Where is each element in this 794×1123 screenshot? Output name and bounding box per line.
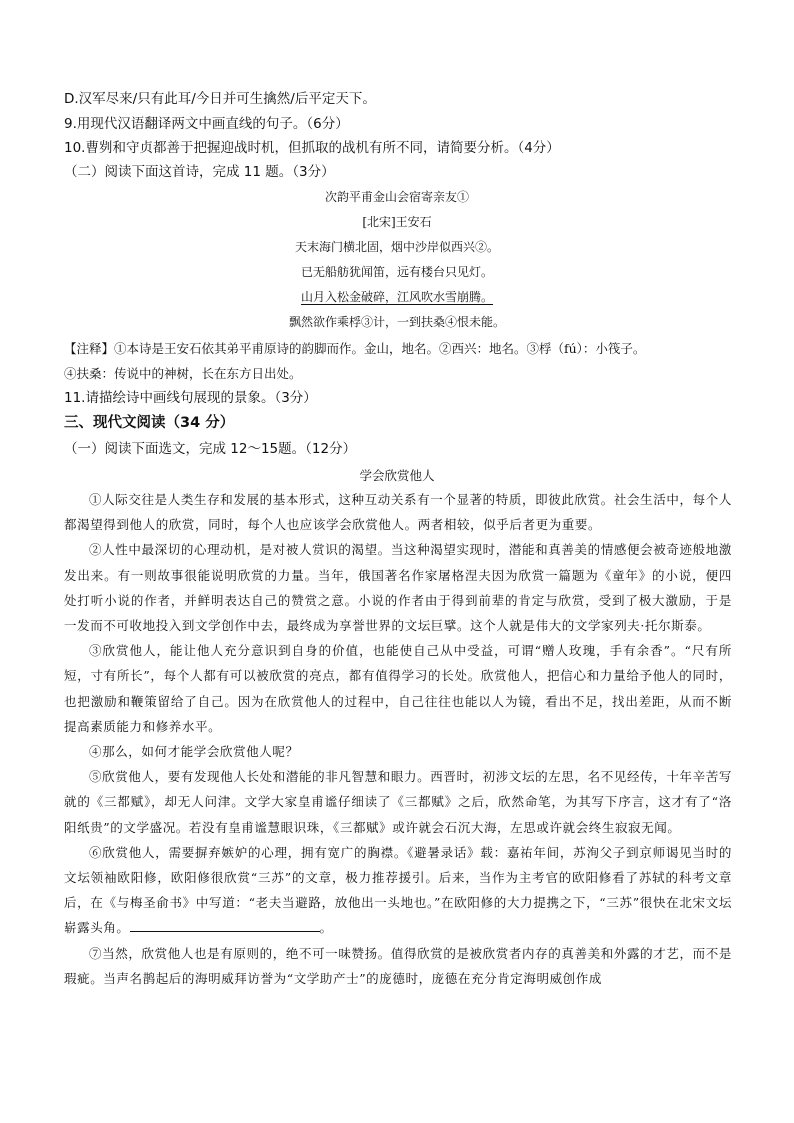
- paragraph-5: ⑤欣赏他人，要有发现他人长处和潜能的非凡智慧和眼力。西晋时，初涉文坛的左思，名不见经传，十年辛苦写就的《三都赋》，却无人问津。文学大家皇甫谧仔细读了《三都赋》之后，欣然命笔，为其写下序言，这才有了“洛阳纸贵”的文学盛况。若没有皇甫谧慧眼识珠，《三都赋》或许就会石沉大海，左思或许就会终生寂寂无闻。: [64, 769, 732, 835]
- poem-line-2: 已无船舫犹闻笛，远有楼台只见灯。: [300, 265, 493, 279]
- paragraph-6-text: ⑥欣赏他人，需要摒弃嫉妒的心理，拥有宽广的胸襟。《避暑录话》载：嘉祐年间，苏洵父子到京师谒见当时的文坛领袖欧阳修，欧阳修很欣赏“三苏”的文章，极力推荐援引。后来，当作为主考官的欧阳修看了苏轼的科考文章后，在《与梅圣俞书》中写道：“老夫当避路，放他出一头地也。”在欧阳修的大力提携之下，“三苏”很快在北宋文坛崭露头角。: [64, 844, 732, 936]
- poem-author: [北宋]王安石: [362, 215, 432, 229]
- poem-line-4: 飘然欲作乘桴③计，一到扶桑④恨未能。: [288, 315, 505, 329]
- poem-line-3-text: 山月入松金破碎，江风吹水雪崩腾。: [300, 290, 493, 304]
- question-9: 9.用现代汉语翻译两文中画直线的句子。（6分）: [64, 116, 349, 132]
- question-11: 11.请描绘诗中画线句展现的景象。（3分）: [64, 390, 317, 406]
- paragraph-6: ⑥欣赏他人，需要摒弃嫉妒的心理，拥有宽广的胸襟。《避暑录话》载：嘉祐年间，苏洵父子到京师谒见当时的文坛领袖欧阳修，欧阳修很欣赏“三苏”的文章，极力推荐援引。后来，当作为主考官的欧阳修看了苏轼的科考文章后，在《与梅圣俞书》中写道：“老夫当避路，放他出一头地也。”在欧阳修的大力提携之下，“三苏”很快在北宋文坛崭露头角。 。: [64, 844, 732, 936]
- poem-title: 次韵平甫金山会宿寄亲友①: [324, 190, 469, 204]
- poem-notes-2: ④扶桑：传说中的神树，长在东方日出处。: [64, 366, 302, 381]
- question-10: 10.曹刿和守贞都善于把握迎战时机，但抓取的战机有所不同，请简要分析。（4分）: [64, 140, 560, 156]
- answer-blank: [130, 918, 320, 932]
- paragraph-3: ③欣赏他人，能让他人充分意识到自身的价值，也能使自己从中受益，可谓“赠人玫瑰，手有余香”。“尺有所短，寸有所长”，每个人都有可以被欣赏的亮点，都有值得学习的长处。欣赏他人，把信心和力量给予他人的同时，也把激励和鞭策留给了自己。因为在欣赏他人的过程中，自己往往也能以人为镜，看出不足，找出差距，从而不断提高素质能力和修养水平。: [64, 643, 732, 734]
- article-title: 学会欣赏他人: [359, 468, 435, 483]
- paragraph-7: ⑦当然，欣赏他人也是有原则的，绝不可一味赞扬。值得欣赏的是被欣赏者内存的真善美和外露的才艺，而不是瑕疵。当声名鹊起后的海明威拜访誉为“文学助产士”的庞德时，庞德在充分肯定海明威创作成: [64, 945, 732, 986]
- part2-intro: （二）阅读下面这首诗，完成 11 题。（3分）: [64, 164, 335, 180]
- paragraph-2: ②人性中最深切的心理动机，是对被人赏识的渴望。当这种渴望实现时，潜能和真善美的情感便会被奇迹般地激发出来。有一则故事很能说明欣赏的力量。当年，俄国著名作家屠格涅夫因为欣赏一篇题为《童年》的小说，便四处打听小说的作者，并鲜明表达自己的赞赏之意。小说的作者由于得到前辈的肯定与欣赏，受到了极大激励，于是一发而不可收地投入到文学创作中去，最终成为享誉世界的文坛巨擘。这个人就是伟大的文学家列夫·托尔斯泰。: [64, 542, 732, 634]
- article-body: [64, 487, 732, 991]
- paragraph-1: ①人际交往是人类生存和发展的基本形式，这种互动关系有一个显著的特质，即彼此欣赏。社会生活中，每个人都渴望得到他人的欣赏，同时，每个人也应该学会欣赏他人。两者相较，似乎后者更为重要。: [64, 492, 732, 533]
- section3-heading: 三、现代文阅读（34 分）: [64, 415, 235, 431]
- paragraph-4: ④那么，如何才能学会欣赏他人呢？: [89, 744, 299, 760]
- part1-intro: （一）阅读下面选文，完成 12～15题。（12分）: [64, 441, 357, 457]
- poem-line-3: [0, 288, 794, 306]
- poem-line-1: 天末海门横北固，烟中沙岸似西兴②。: [294, 240, 499, 254]
- poem-notes-1: 【注释】①本诗是王安石依其弟平甫原诗的韵脚而作。金山，地名。②西兴：地名。③桴（fú）：小筏子。: [64, 341, 646, 356]
- option-d: D.汉军尽来/只有此耳/今日并可生擒然/后平定天下。: [64, 91, 376, 107]
